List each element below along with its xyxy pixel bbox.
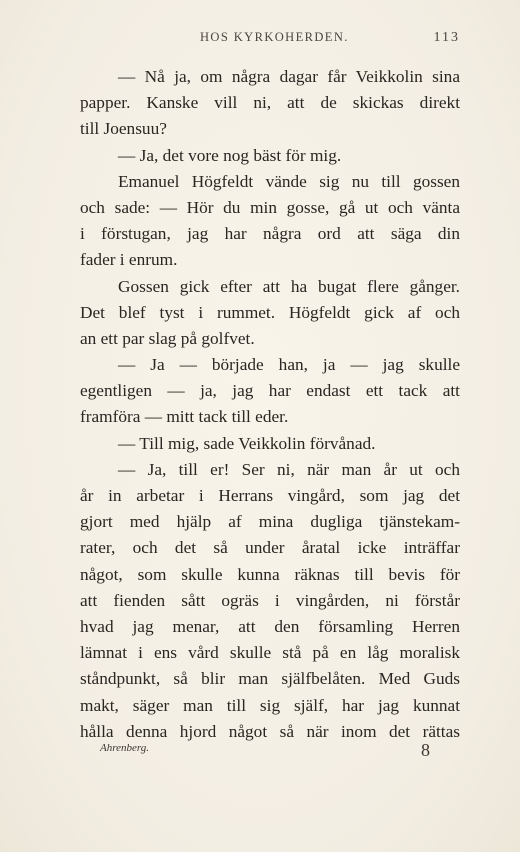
text-line: hålla denna hjord något så när inom det rättas [80,721,460,741]
text-line: ståndpunkt, så blir man själfbelåten. Med Guds [80,669,460,689]
text-line-wrapper [80,378,460,404]
text-line-wrapper [80,535,460,561]
text-line-wrapper [80,509,460,535]
text-line: an ett par slag på golfvet. [80,328,255,348]
text-line-wrapper [80,562,460,588]
text-line-wrapper [80,143,460,169]
body-text [80,64,460,745]
text-line: till Joensuu? [80,119,167,139]
page-number: 113 [433,30,460,45]
text-line-wrapper [80,195,460,221]
text-line-wrapper [80,300,460,326]
text-line: makt, säger man till sig själf, har jag kunnat [80,695,460,715]
text-line-wrapper [80,169,460,195]
text-line-wrapper [80,614,460,640]
text-line-wrapper [80,640,460,666]
text-line: — Till mig, sade Veikkolin förvånad. [118,433,376,453]
text-line-wrapper [80,90,460,116]
running-head-title: HOS KYRKOHERDEN. [200,30,349,44]
text-line: att fienden sått ogräs i vingården, ni förstår [80,590,460,610]
text-line-wrapper [80,719,460,745]
text-line: något, som skulle kunna räknas till bevis för [80,564,460,584]
text-line: lämnat i ens vård skulle stå på en låg moralisk [80,643,460,663]
text-line: hvad jag menar, att den församling Herren [80,616,460,636]
text-line-wrapper [80,326,460,352]
text-line-wrapper [80,457,460,483]
text-line: fader i enrum. [80,250,178,270]
text-line: rater, och det så under åratal icke inträffar [80,538,460,558]
text-line: Emanuel Högfeldt vände sig nu till gossen [118,171,460,191]
text-line-wrapper [80,431,460,457]
text-line-wrapper [80,483,460,509]
text-line: Gossen gick efter att ha bugat flere gånger. [118,276,460,296]
page-footer [100,742,440,764]
text-line: Det blef tyst i rummet. Högfeldt gick af och [80,302,460,322]
text-line-wrapper [80,666,460,692]
text-line: och sade: — Hör du min gosse, gå ut och vänta [80,197,460,217]
text-line-wrapper [80,274,460,300]
text-line-wrapper [80,693,460,719]
text-line: papper. Kanske vill ni, att de skickas direkt [80,93,460,113]
text-line: gjort med hjälp af mina dugliga tjänstekam- [80,512,460,532]
text-line-wrapper [80,116,460,142]
text-line-wrapper [80,404,460,430]
text-line: i förstugan, jag har några ord att säga din [80,224,460,244]
text-line: framföra — mitt tack till eder. [80,407,289,427]
text-line: egentligen — ja, jag har endast ett tack att [80,381,460,401]
sheet-mark: 8 [421,740,430,760]
text-line-wrapper [80,64,460,90]
text-line-wrapper [80,247,460,273]
text-line: — Ja — började han, ja — jag skulle [118,355,460,375]
text-line: — Ja, det vore nog bäst för mig. [118,145,342,165]
text-line-wrapper [80,588,460,614]
text-line: år in arbetar i Herrans vingård, som jag det [80,486,460,505]
text-line: — Ja, till er! Ser ni, när man år ut och [118,459,460,479]
running-head [80,30,460,50]
text-line-wrapper [80,352,460,378]
signature-mark: Ahrenberg. [100,742,149,754]
text-line-wrapper [80,221,460,247]
text-line: — Nå ja, om några dagar får Veikkolin sina [118,67,460,86]
